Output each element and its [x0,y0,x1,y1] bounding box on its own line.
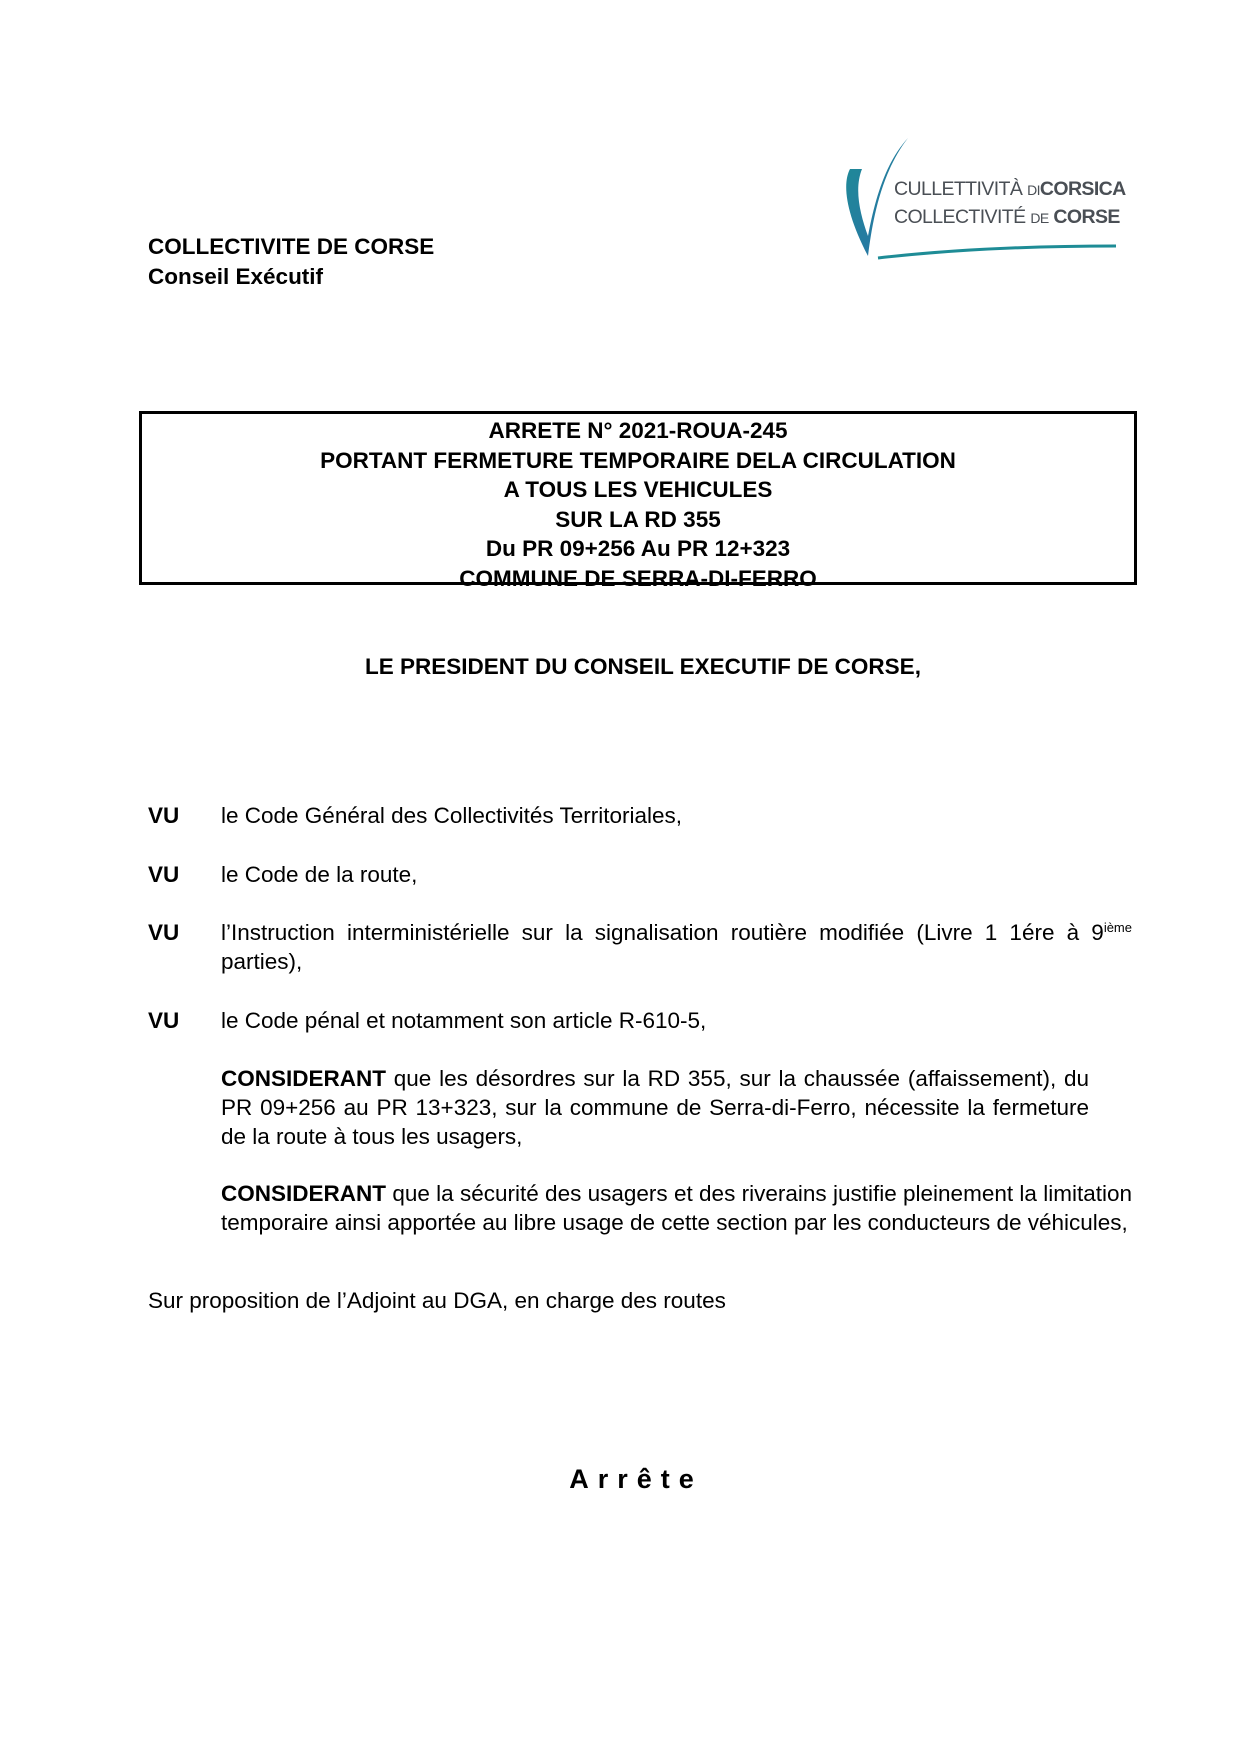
vu-text: le Code de la route, [221,862,418,887]
decree-title-box [139,411,1137,591]
decree-road: SUR LA RD 355 [555,506,721,532]
issuer-name: COLLECTIVITE DE CORSE [148,234,435,259]
logo-wordmark [894,176,1126,232]
logo-line-french: COLLECTIVITÉ DE CORSE [894,206,1120,228]
logo-line-corsican: CULLETTIVITÀ DICORSICA [894,178,1126,200]
considerant-keyword: CONSIDERANT [221,1066,387,1091]
decree-scope: A TOUS LES VEHICULES [503,477,773,502]
vu-label: VU [148,1008,180,1033]
vu-text: le Code pénal et notamment son article R-610-5, [221,1008,707,1033]
considerant-paragraph: CONSIDERANT que la sécurité des usagers et des riverains justifie pleinement la limitation temporaire ainsi apportée au libre usage de cette section par les conducteurs de véhicules, [221,1181,1132,1235]
arrete-heading: Arrête [569,1464,703,1494]
issuer-block [148,232,434,292]
considerant-keyword: CONSIDERANT [221,1181,387,1206]
president-heading: LE PRESIDENT DU CONSEIL EXECUTIF DE CORSE, [365,654,921,679]
vu-text: le Code Général des Collectivités Territoriales, [221,803,683,828]
vu-text: l’Instruction interministérielle sur la signalisation routière modifiée (Livre 1 1ére à 9ième parties), [221,920,1132,974]
decree-section: Du PR 09+256 Au PR 12+323 [485,536,791,561]
vu-label: VU [148,862,180,887]
decree-number: ARRETE N° 2021-ROUA-245 [488,418,788,443]
vu-label: VU [148,920,180,945]
collectivite-de-corse-logo [838,134,1126,264]
proposition-line: Sur proposition de l’Adjoint au DGA, en charge des routes [148,1288,726,1313]
decree-subject: PORTANT FERMETURE TEMPORAIRE DELA CIRCULATION [320,447,956,473]
issuer-department: Conseil Exécutif [148,264,324,289]
considerant-paragraph: CONSIDERANT que les désordres sur la RD 355, sur la chaussée (affaissement), du PR 09+256 au PR 13+323, sur la commune de Serra-di-Ferro, nécessite la fermeture de la route à tous les usagers, [221,1066,1089,1149]
vu-label: VU [148,803,180,828]
decree-commune: COMMUNE DE SERRA-DI-FERRO [459,565,817,591]
